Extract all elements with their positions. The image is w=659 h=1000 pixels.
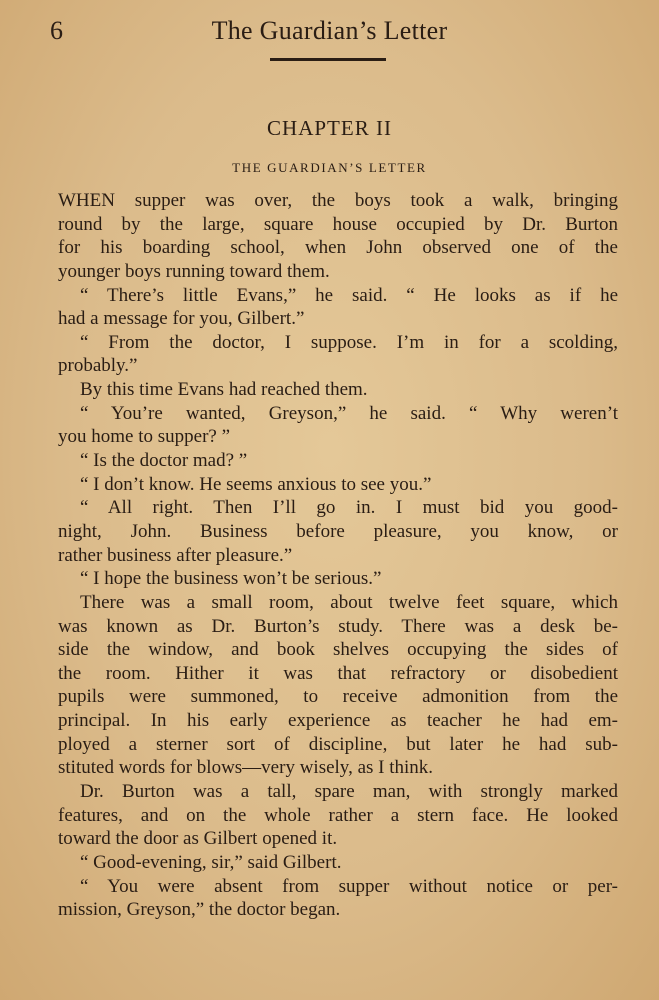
running-title: The Guardian’s Letter — [211, 16, 448, 45]
text-line: “ Good-evening, sir,” said Gilbert. — [80, 851, 342, 873]
text-line: features, and on the whole rather a stern face. He looked — [58, 804, 618, 826]
text-line: round by the large, square house occupied by Dr. Burton — [58, 213, 618, 235]
text-line: Dr. Burton was a tall, spare man, with strongly marked — [80, 781, 618, 803]
body-text — [58, 189, 618, 922]
text-line: “ I hope the business won’t be serious.” — [80, 568, 382, 590]
chapter-heading: CHAPTER II — [267, 116, 392, 140]
text-line: side the window, and book shelves occupying the sides of — [58, 639, 618, 661]
chapter-subtitle: THE GUARDIAN’S LETTER — [232, 160, 427, 175]
text-line: “ You were absent from supper without notice or per- — [80, 875, 618, 897]
text-line: rather business after pleasure.” — [58, 544, 293, 566]
text-line: was known as Dr. Burton’s study. There was a desk be- — [58, 615, 618, 637]
text-line: mission, Greyson,” the doctor began. — [58, 899, 341, 921]
page-number: 6 — [50, 16, 63, 45]
running-head — [0, 14, 659, 54]
text-line: “ There’s little Evans,” he said. “ He looks as if he — [80, 284, 618, 306]
text-line: younger boys running toward them. — [58, 260, 330, 282]
text-line: the room. Hither it was that refractory or disobedient — [58, 662, 618, 684]
header-rule — [270, 58, 386, 61]
text-line: By this time Evans had reached them. — [80, 379, 368, 401]
text-line: pupils were summoned, to receive admonition from the — [58, 686, 618, 708]
text-line: “ From the doctor, I suppose. I’m in for a scolding, — [80, 331, 618, 353]
text-line: “ I don’t know. He seems anxious to see you.” — [80, 473, 432, 495]
text-line: had a message for you, Gilbert.” — [58, 308, 305, 330]
text-line: “ Is the doctor mad? ” — [80, 450, 248, 472]
text-line: “ You’re wanted, Greyson,” he said. “ Why weren’t — [80, 402, 618, 424]
text-line: There was a small room, about twelve feet square, which — [80, 591, 618, 613]
text-line: stituted words for blows—very wisely, as I think. — [58, 757, 434, 779]
text-line: principal. In his early experience as teacher he had em- — [58, 710, 618, 732]
text-line: “ All right. Then I’ll go in. I must bid you good- — [80, 497, 618, 519]
text-line: WHEN supper was over, the boys took a walk, bringing — [58, 190, 618, 211]
text-line: probably.” — [58, 355, 138, 377]
text-line: you home to supper? ” — [58, 426, 231, 448]
text-line: night, John. Business before pleasure, you know, or — [58, 520, 618, 542]
text-line: toward the door as Gilbert opened it. — [58, 828, 338, 850]
text-line: for his boarding school, when John observed one of the — [58, 237, 618, 259]
text-line: ployed a sterner sort of discipline, but later he had sub- — [58, 733, 618, 755]
